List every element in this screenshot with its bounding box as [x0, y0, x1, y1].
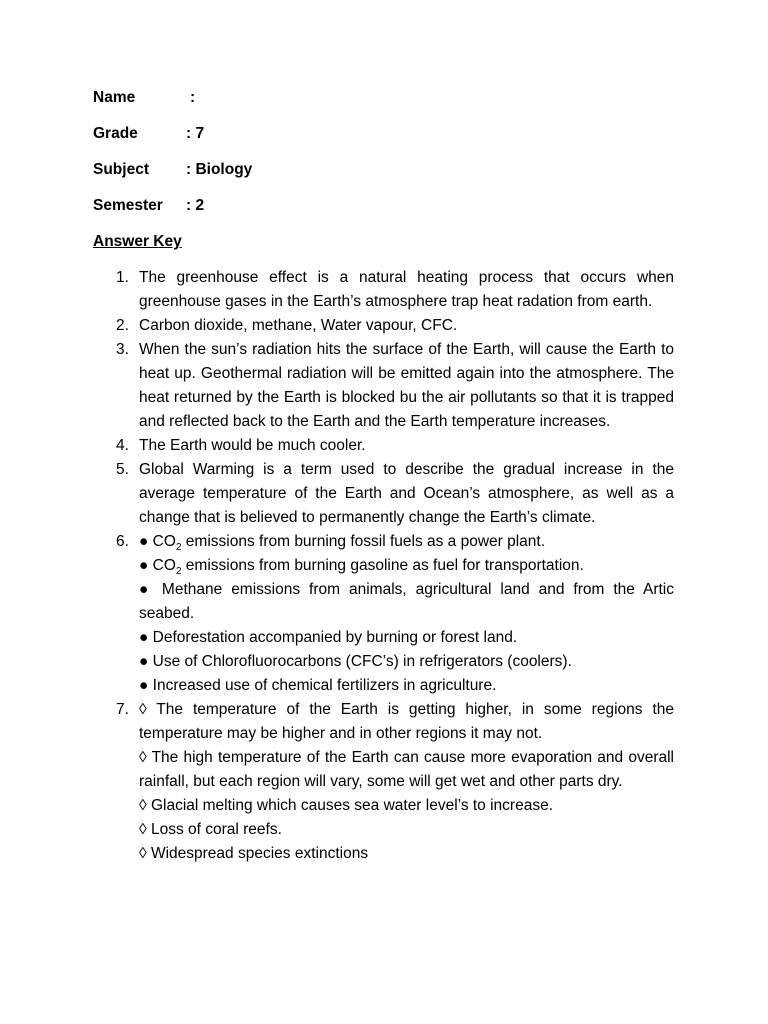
answer-item-3	[116, 338, 674, 434]
answer-text: The Earth would be much cooler.	[139, 437, 366, 454]
effect-evaporation: ◊ The high temperature of the Earth can cause more evaporation and overall rainfall, but each region will vary, some will get wet and other parts dry.	[139, 749, 674, 790]
effect-extinctions: ◊ Widespread species extinctions	[139, 845, 369, 862]
bullet-cfc: ● Use of Chlorofluorocarbons (CFC’s) in refrigerators (coolers).	[139, 653, 572, 670]
answer-item-1	[116, 266, 674, 314]
semester-label: Semester	[93, 197, 163, 214]
bullet-methane: ● Methane emissions from animals, agricultural land and from the Artic seabed.	[139, 581, 674, 622]
answer-number: 3.	[116, 341, 129, 358]
answer-text: Global Warming is a term used to describe the gradual increase in the average temperature of the Earth and Ocean’s atmosphere, as well as a change that is believed to permanently change the Earth’s climate.	[139, 461, 674, 526]
answer-item-2	[116, 314, 674, 338]
subject-row	[93, 159, 252, 181]
effect-coral-reefs: ◊ Loss of coral reefs.	[139, 821, 282, 838]
name-row	[93, 87, 195, 109]
bullet-deforestation: ● Deforestation accompanied by burning or forest land.	[139, 629, 518, 646]
name-value: :	[190, 89, 196, 106]
bullet-fertilizers: ● Increased use of chemical fertilizers in agriculture.	[139, 677, 497, 694]
answer-item-4	[116, 434, 674, 458]
grade-label: Grade	[93, 125, 138, 142]
bullet-co2-gasoline: ● $CO_2$ emissions from burning gasoline as fuel for transportation.	[139, 557, 584, 578]
bullet-co2-fossil-fuels: ● $CO_2$ emissions from burning fossil fuels as a power plant.	[139, 533, 546, 554]
semester-value: : 2	[186, 197, 205, 214]
answer-number: 7.	[116, 701, 129, 718]
answer-item-5	[116, 458, 674, 530]
subject-value: : Biology	[186, 161, 253, 178]
answer-item-7	[116, 698, 674, 866]
answer-number: 1.	[116, 269, 129, 286]
answer-number: 2.	[116, 317, 129, 334]
answer-list	[116, 266, 674, 866]
answer-text: Carbon dioxide, methane, Water vapour, CFC.	[139, 317, 458, 334]
answer-key-heading: Answer Key	[93, 233, 182, 250]
answer-number: 4.	[116, 437, 129, 454]
grade-row	[93, 123, 204, 145]
answer-number: 5.	[116, 461, 129, 478]
answer-number: 6.	[116, 533, 129, 550]
effect-temperature: ◊ The temperature of the Earth is getting higher, in some regions the temperature may be higher and in other regions it may not.	[139, 701, 674, 742]
answer-item-6	[116, 530, 674, 698]
grade-value: : 7	[186, 125, 205, 142]
subject-label: Subject	[93, 161, 149, 178]
answer-text: The greenhouse effect is a natural heating process that occurs when greenhouse gases in the Earth’s atmosphere trap heat radation from earth.	[139, 269, 674, 310]
answer-text: When the sun’s radiation hits the surface of the Earth, will cause the Earth to heat up. Geothermal radiation will be emitted again into the atmosphere. The heat returned by the Earth is blocked bu the air pollutants so that it is trapped and reflected back to the Earth and the Earth temperature increases.	[139, 341, 674, 430]
semester-row	[93, 195, 204, 217]
effect-glacial-melting: ◊ Glacial melting which causes sea water level’s to increase.	[139, 797, 554, 814]
name-label: Name	[93, 89, 136, 106]
